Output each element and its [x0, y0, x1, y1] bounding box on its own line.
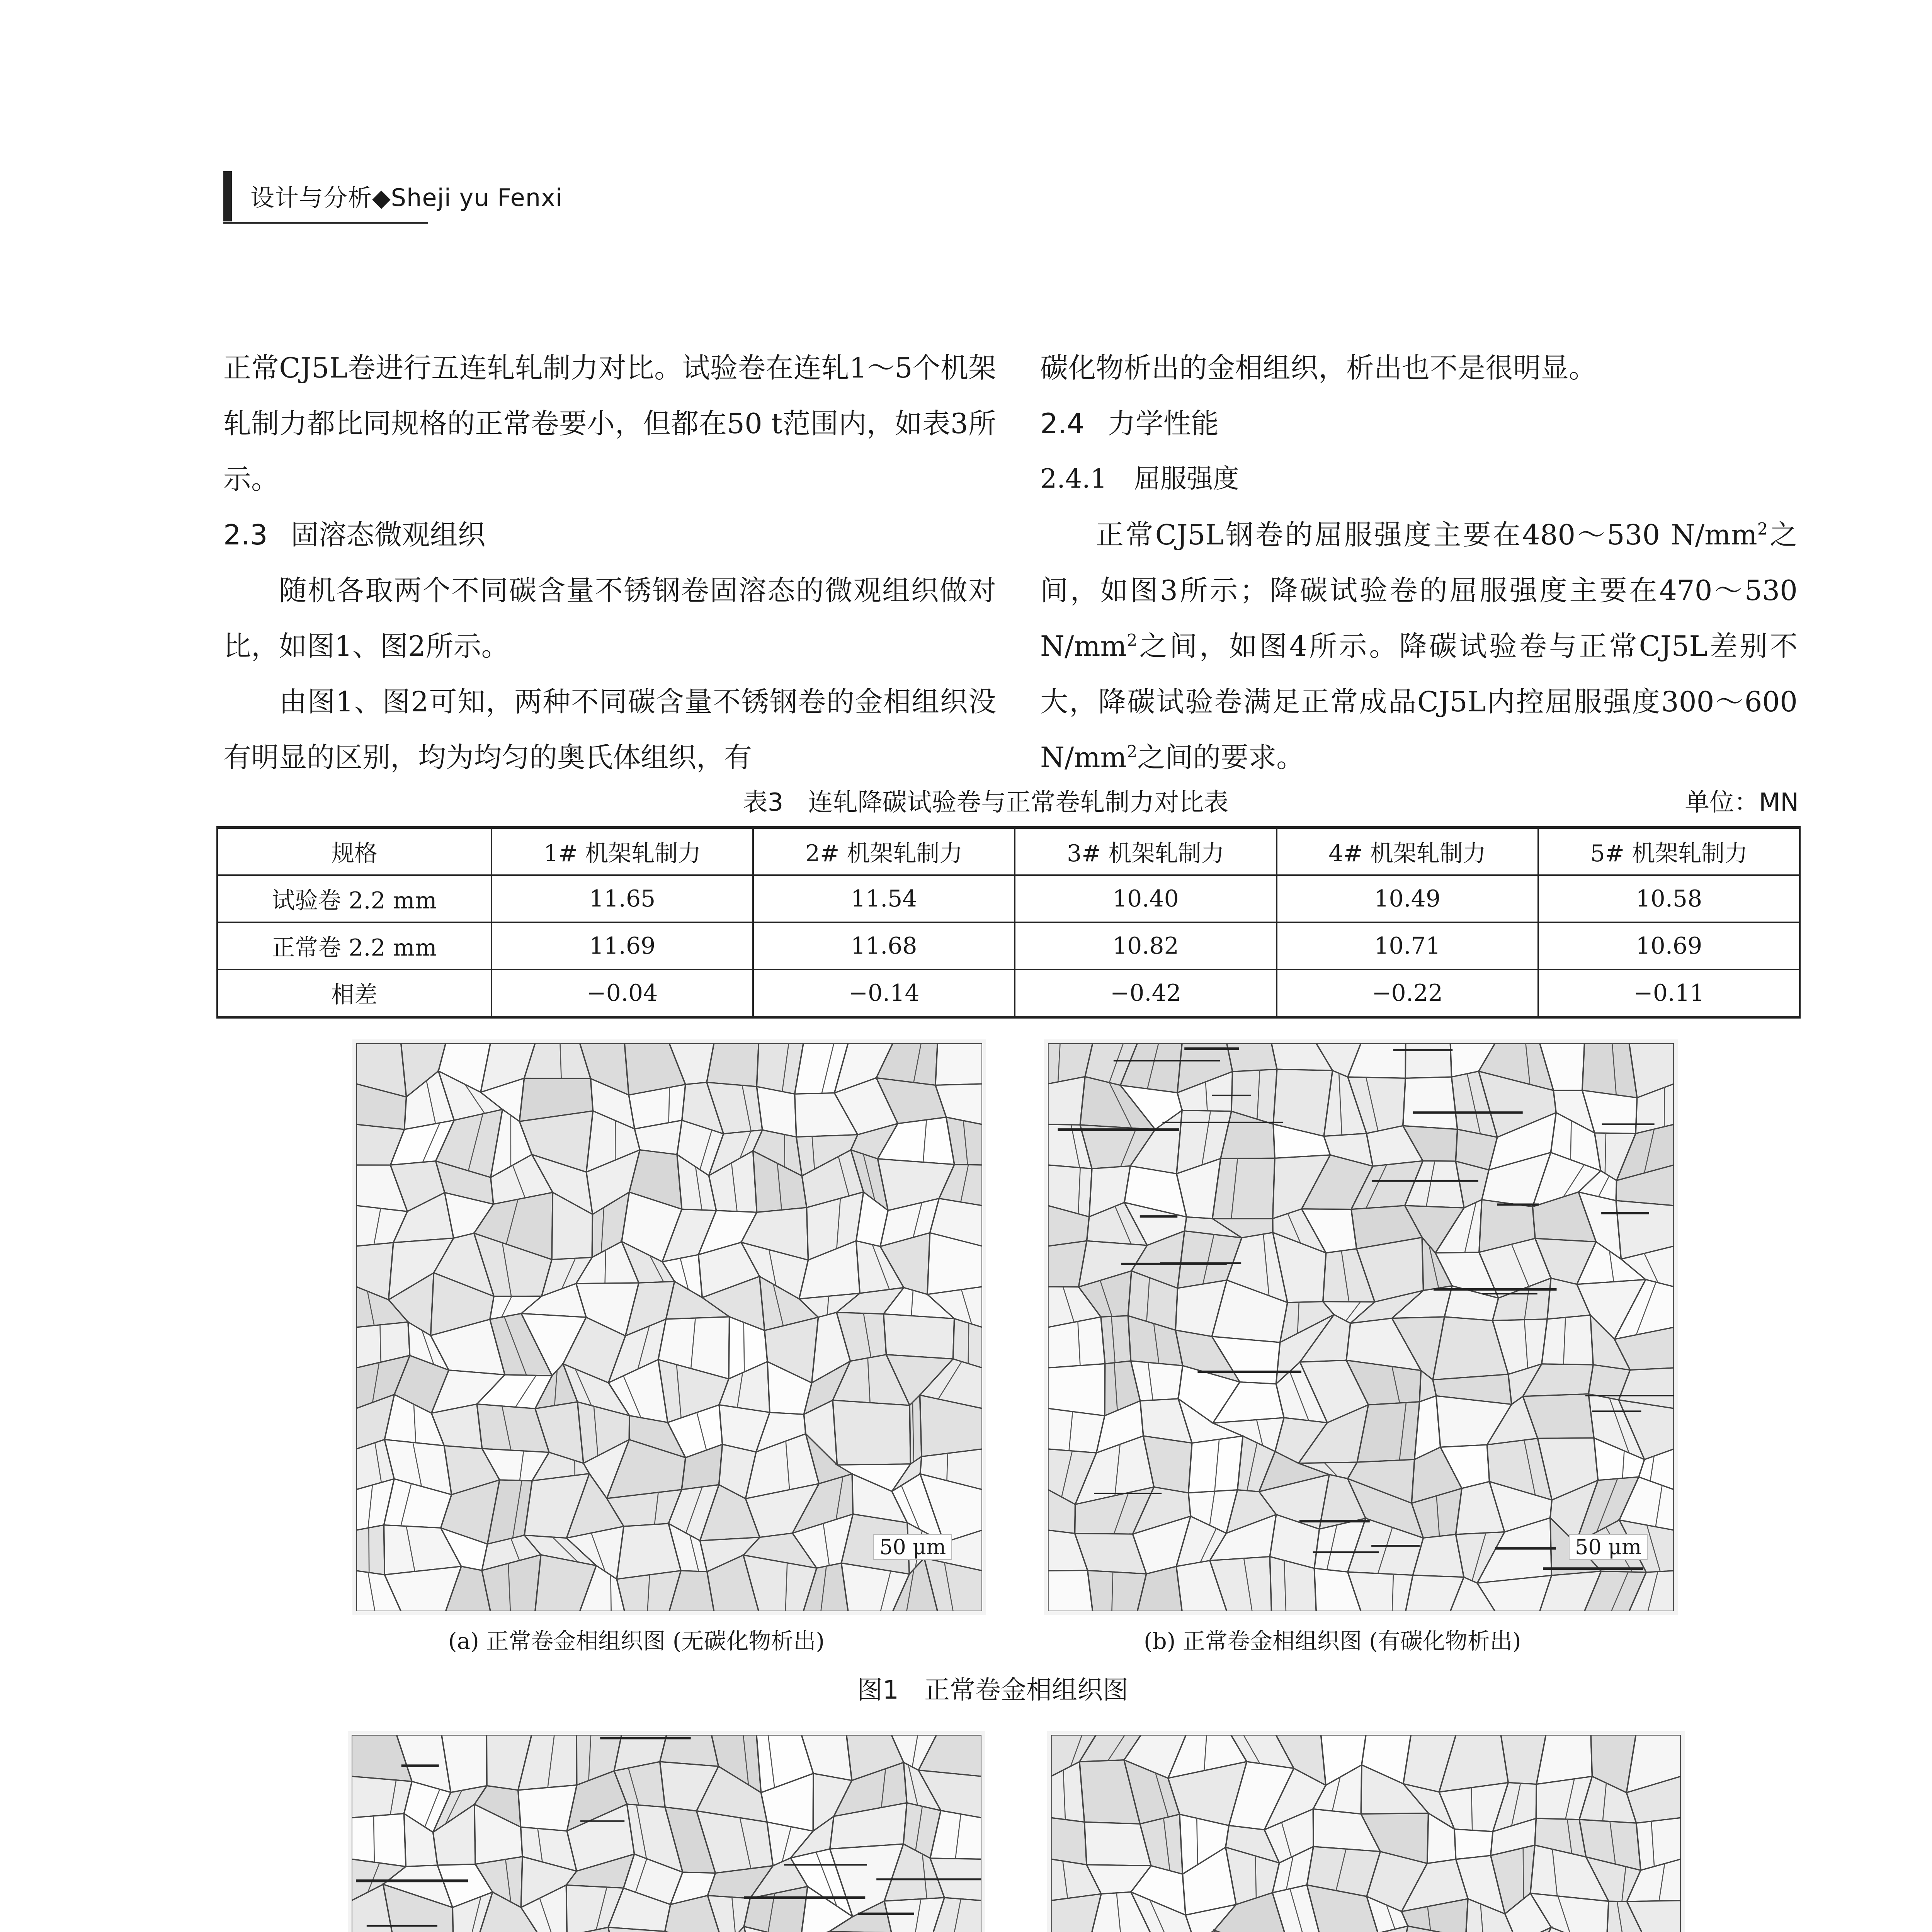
scale-bar-label: 50 μm [1569, 1534, 1648, 1560]
running-header: 设计与分析◆Sheji yu Fenxi [250, 184, 563, 212]
table-cell: −0.22 [1277, 969, 1538, 1017]
table-cell: 11.54 [753, 875, 1015, 922]
table-cell: 相差 [217, 969, 492, 1017]
table-cell: 11.69 [492, 922, 753, 969]
table-cell: 10.71 [1277, 922, 1538, 969]
table-cell: −0.11 [1538, 969, 1800, 1017]
paragraph: 由图1、图2可知，两种不同碳含量不锈钢卷的金相组织没有明显的区别，均为均匀的奥氏体组织，有 [223, 685, 996, 774]
micrograph-fig1b [1044, 1039, 1678, 1615]
table-cell: −0.04 [492, 969, 753, 1017]
header-rule [223, 222, 428, 224]
col-header: 1# 机架轧制力 [492, 828, 753, 876]
rolling-force-table [216, 826, 1801, 1019]
subfigure-caption: (b) 正常卷金相组织图 (有碳化物析出) [1144, 1628, 1521, 1654]
figure-caption: 图1 正常卷金相组织图 [857, 1675, 1128, 1705]
paragraph: 随机各取两个不同碳含量不锈钢卷固溶态的微观组织做对比，如图1、图2所示。 [223, 574, 996, 662]
section-heading-2-4: 2.4 力学性能 [1040, 407, 1219, 440]
col-header: 5# 机架轧制力 [1538, 828, 1800, 876]
right-column [1040, 340, 1798, 785]
paragraph: 正常CJ5L卷进行五连轧轧制力对比。试验卷在连轧1～5个机架轧制力都比同规格的正常卷要小，但都在50 t范围内，如表3所示。 [223, 352, 996, 495]
table-cell: 11.68 [753, 922, 1015, 969]
table-cell: −0.14 [753, 969, 1015, 1017]
table-header-row [217, 828, 1800, 876]
table-cell: 10.69 [1538, 922, 1800, 969]
paragraph: 正常CJ5L钢卷的屈服强度主要在480～530 $N/mm^2$之间，如图3所示；降碳试验卷的屈服强度主要在470～530 $N/mm^2$之间，如图4所示。降碳试验卷与正常CJ5L差别不大，降碳试验卷满足正常成品CJ5L内控屈服强度300～600 $N/mm^2$之间的要求。 [1040, 519, 1798, 774]
col-header: 2# 机架轧制力 [753, 828, 1015, 876]
section-heading-2-3: 2.3 固溶态微观组织 [223, 519, 486, 551]
header-accent-bar [223, 171, 232, 221]
col-header: 3# 机架轧制力 [1015, 828, 1276, 876]
micrograph-fig1a [352, 1039, 986, 1615]
table-unit: 单位：MN [1685, 788, 1799, 817]
micrograph-fig2b [1047, 1731, 1685, 1932]
scale-bar-label: 50 μm [873, 1534, 952, 1560]
table-cell: 正常卷 2.2 mm [217, 922, 492, 969]
table-row [217, 969, 1800, 1017]
table-cell: −0.42 [1015, 969, 1276, 1017]
table-caption: 表3 连轧降碳试验卷与正常卷轧制力对比表 [743, 788, 1229, 817]
col-header: 规格 [217, 828, 492, 876]
subsection-heading-2-4-1: 2.4.1 屈服强度 [1040, 464, 1240, 494]
table-cell: 10.40 [1015, 875, 1276, 922]
micrograph-fig2a [348, 1731, 985, 1932]
left-column [223, 340, 996, 785]
subfigure-caption: (a) 正常卷金相组织图 (无碳化物析出) [448, 1628, 825, 1654]
paragraph: 碳化物析出的金相组织，析出也不是很明显。 [1040, 352, 1597, 384]
table-cell: 10.49 [1277, 875, 1538, 922]
table-cell: 试验卷 2.2 mm [217, 875, 492, 922]
table-cell: 11.65 [492, 875, 753, 922]
table-cell: 10.82 [1015, 922, 1276, 969]
table-row [217, 922, 1800, 969]
table-cell: 10.58 [1538, 875, 1800, 922]
table-row [217, 875, 1800, 922]
col-header: 4# 机架轧制力 [1277, 828, 1538, 876]
